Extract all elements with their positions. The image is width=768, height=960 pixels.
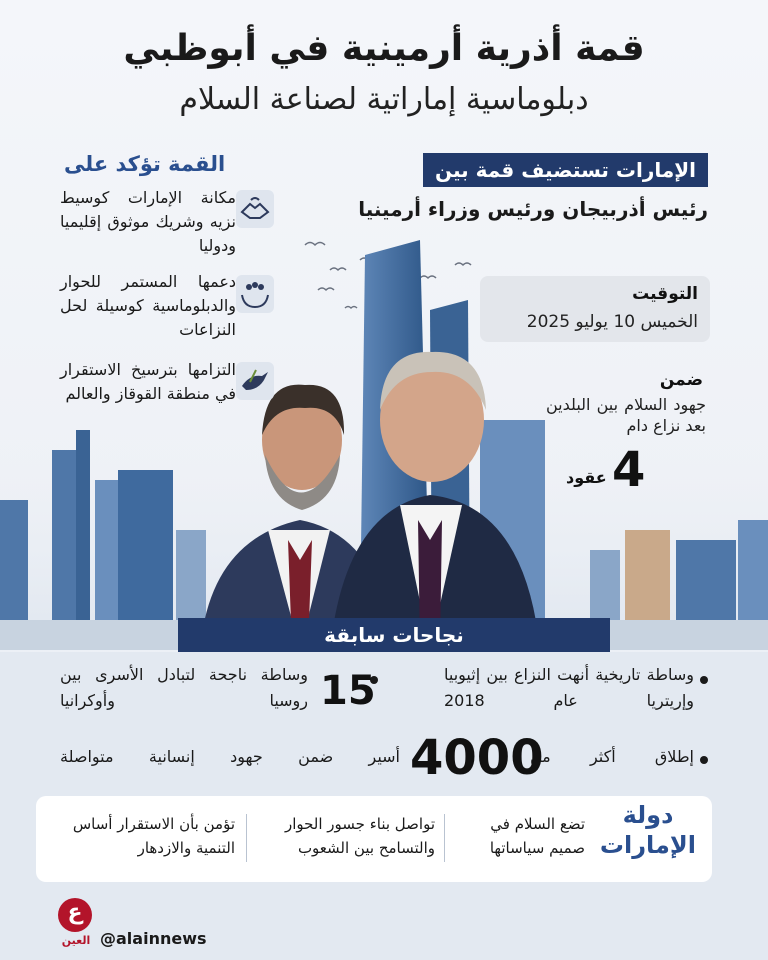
uae-point: تضع السلام في صميم سياساتها — [489, 815, 585, 857]
handshake-icon — [236, 190, 274, 228]
success-item-release: أسير ضمن جهود إنسانية متواصلة — [60, 747, 400, 766]
page-title: قمة أذرية أرمينية في أبوظبي — [123, 28, 645, 69]
divider — [444, 814, 445, 862]
dove-icon — [236, 362, 274, 400]
context-label: ضمن — [659, 370, 703, 390]
prisoner-exchange-number: 15 — [320, 668, 376, 714]
host-banner: الإمارات تستضيف قمة بين — [423, 153, 708, 187]
uae-title-line1: دولة — [622, 801, 674, 829]
timing-value: الخميس 10 يوليو 2025 — [526, 312, 698, 332]
decades-unit: عقود — [566, 468, 607, 487]
uae-title-line2: الإمارات — [599, 831, 696, 859]
success-item-release-prefix: إطلاق أكثر من — [530, 747, 694, 766]
affirms-heading: القمة تؤكد على — [64, 152, 226, 176]
context-text: جهود السلام بين البلدين بعد نزاع دام — [546, 395, 706, 435]
bullet — [700, 676, 708, 684]
alain-logo-text: العين — [61, 934, 91, 947]
uae-title — [600, 800, 696, 860]
bullet — [700, 756, 708, 764]
success-item-ethiopia: وساطة تاريخية أنهت النزاع بين إثيوبيا وإريتريا عام 2018 — [444, 665, 694, 710]
social-handle[interactable]: @alainnews — [100, 929, 207, 948]
timing-label: التوقيت — [632, 284, 698, 304]
affirm-item: التزامها بترسيخ الاستقرار في منطقة القوقاز والعالم — [60, 360, 236, 403]
affirm-item: دعمها المستمر للحوار والدبلوماسية كوسيلة لحل النزاعات — [60, 272, 236, 339]
community-hands-icon — [236, 275, 274, 313]
successes-banner: نجاحات سابقة — [178, 618, 610, 652]
uae-point: تواصل بناء جسور الحوار والتسامح بين الشعوب — [284, 815, 435, 857]
timing-box — [480, 276, 710, 342]
page-subtitle: دبلوماسية إماراتية لصناعة السلام — [179, 82, 589, 117]
uae-point: تؤمن بأن الاستقرار أساس التنمية والازدهار — [72, 815, 235, 857]
released-prisoners-number: 4000 — [410, 730, 544, 786]
decades-number: 4 — [612, 442, 646, 498]
alain-logo-mark: ع — [67, 900, 83, 925]
success-item-prisoner-exchange: وساطة ناجحة لتبادل الأسرى بين روسيا وأوكرانيا — [60, 665, 308, 710]
host-participants: رئيس أذربيجان ورئيس وزراء أرمينيا — [358, 197, 708, 221]
divider — [246, 814, 247, 862]
affirm-item: مكانة الإمارات كوسيط نزيه وشريك موثوق إقليميا ودوليا — [60, 188, 236, 255]
